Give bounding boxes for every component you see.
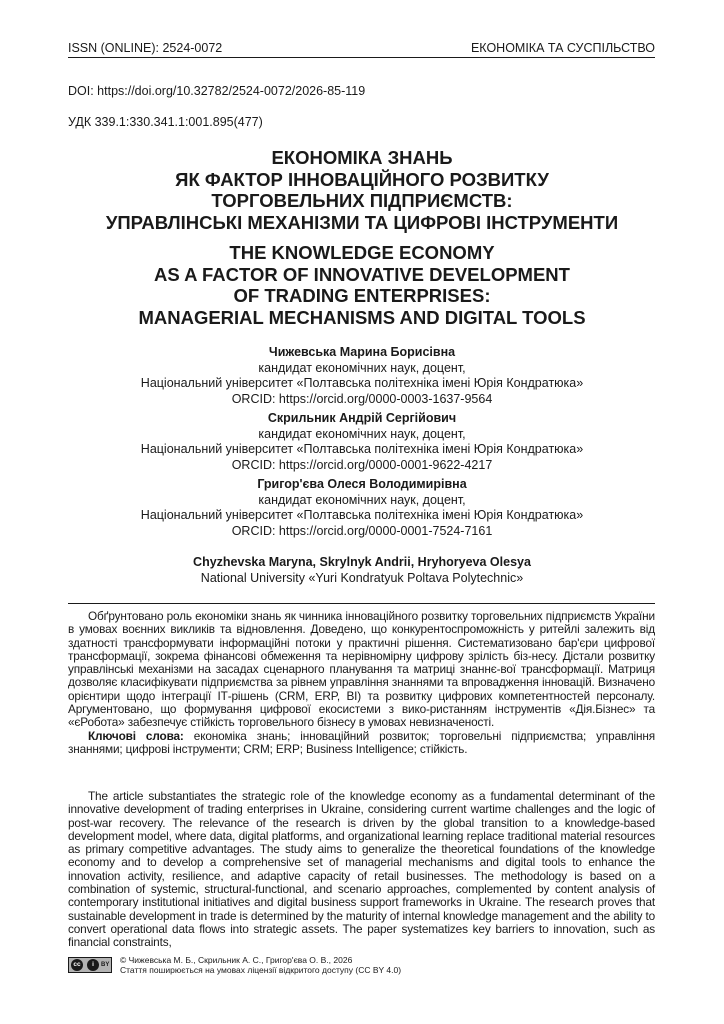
title-english: [40, 242, 684, 328]
author-degree: кандидат економічних наук, доцент,: [258, 360, 466, 375]
cc-by-license-icon[interactable]: [68, 957, 112, 973]
author-affiliation: Національний університет «Полтавська політехніка імені Юрія Кондратюка»: [140, 376, 584, 390]
running-header: [68, 40, 655, 58]
title-en-line: MANAGERIAL MECHANISMS AND DIGITAL TOOLS: [138, 306, 586, 328]
author-block: [40, 411, 684, 473]
abstract-en-text: The article substantiates the strategic role of the knowledge economy as a fundamental determinant of the innovative development of trading enterprises in Ukraine, considering current wartime challenges and the logic of post-war recovery. The relevance of the research is driven by the global transition to a knowledge-based development model, where data, digital platforms, and organizational learning replace traditional material resources as primary competitive advantages. The study aims to generalize the theoretical foundations of the knowledge economy and to develop a comprehensive set of managerial mechanisms and digital tools to enhance the innovation activity, resilience, and adaptive capacity of retail businesses. The methodology is based on a combination of systemic, structural-functional, and scenario approaches, complemented by content analysis of contemporary institutional initiatives and digital business support frameworks in Ukraine. The research proves that sustainable development in trade is determined by the maturity of internal knowledge management and the ability to convert operational data flows into strategic assets. The paper systematizes key barriers to innovation, such as financial constraints,: [68, 789, 655, 950]
author-degree: кандидат економічних наук, доцент,: [258, 492, 466, 507]
title-en-line: THE KNOWLEDGE ECONOMY: [229, 242, 495, 263]
title-ukrainian: [40, 147, 684, 233]
author-degree: кандидат економічних наук, доцент,: [258, 426, 466, 441]
footer-text: [120, 955, 401, 975]
title-en-line: AS A FACTOR OF INNOVATIVE DEVELOPMENT: [154, 263, 570, 285]
author-block: [40, 345, 684, 407]
author-orcid[interactable]: ORCID: https://orcid.org/0000-0001-9622-4217: [231, 457, 493, 472]
keywords-label: Ключові слова:: [88, 728, 184, 743]
author-name: Скрильник Андрій Сергійович: [267, 411, 457, 425]
title-uk-line: ЯК ФАКТОР ІННОВАЦІЙНОГО РОЗВИТКУ: [175, 168, 549, 190]
title-uk-line: ЕКОНОМІКА ЗНАНЬ: [271, 147, 453, 168]
author-list-english: [40, 555, 684, 586]
abstract-uk-text: Обґрунтовано роль економіки знань як чинника інноваційного розвитку торговельних підприємств України в умовах воєнних викликів та відновлення. Доведено, що конкурентоспроможність у ритейлі залежить від здатності трансформувати інформаційні потоки у практичні рішення. Систематизовано бар'єри цифрової трансформації, зокрема фінансові обмеження та нерівномірну цифрову зрілість біз-несу. Дістали розвитку управлінські механізми на засадах сценарного планування та матриці знаннє-вої трансформації. Матриця дозволяє класифікувати підприємства за рівнем управління знаннями та впровадження інновацій. Визначено орієнтири щодо інтеграції ІТ-рішень (CRM, ERP, BI) та розвитку цифрових компетентностей персоналу. Аргументовано, що формування цифрової екосистеми з вико-ристанням інструментів «Дія.Бізнес» та «єРобота» забезпечує стійкість торговельного бізнесу в умовах невизначеності.: [68, 609, 655, 730]
abstract-ukrainian: [68, 610, 655, 756]
author-orcid[interactable]: ORCID: https://orcid.org/0000-0003-1637-9564: [231, 391, 493, 406]
keywords-text: економіка знань; інноваційний розвиток; торговельні підприємства; управління знаннями; цифрові інструменти; CRM; ERP; Business Intelligence; стійкість.: [68, 728, 655, 756]
journal-name: ЕКОНОМІКА ТА СУСПІЛЬСТВО: [470, 41, 655, 55]
author-affiliation: Національний університет «Полтавська політехніка імені Юрія Кондратюка»: [140, 442, 584, 456]
license-footer: [68, 955, 655, 977]
keywords-uk: [68, 730, 655, 757]
author-orcid[interactable]: ORCID: https://orcid.org/0000-0001-7524-7161: [231, 523, 493, 538]
doi-line[interactable]: DOI: https://doi.org/10.32782/2524-0072/2026-85-119: [68, 84, 366, 98]
abstract-english: [68, 790, 655, 950]
license-line: Стаття поширюється на умовах ліцензії відкритого доступу (CC BY 4.0): [120, 965, 402, 975]
udc-line: УДК 339.1:330.341.1:001.895(477): [68, 115, 263, 129]
by-icon: i: [87, 959, 99, 971]
author-name: Григор'єва Олеся Володимирівна: [257, 477, 467, 491]
author-affiliation: Національний університет «Полтавська політехніка імені Юрія Кондратюка»: [140, 508, 584, 522]
institution-en: National University «Yuri Kondratyuk Poltava Polytechnic»: [200, 570, 524, 585]
section-divider: [68, 603, 655, 604]
author-block: [40, 477, 684, 539]
author-list: [40, 345, 684, 543]
author-names-en: Chyzhevska Maryna, Skrylnyk Andrii, Hryhoryeva Olesya: [193, 555, 531, 569]
title-en-line: OF TRADING ENTERPRISES:: [233, 285, 491, 306]
by-label-icon: BY: [101, 962, 110, 968]
author-name: Чижевська Марина Борисівна: [268, 345, 456, 359]
title-uk-line: ТОРГОВЕЛЬНИХ ПІДПРИЄМСТВ:: [211, 190, 513, 211]
cc-icon: cc: [71, 959, 83, 971]
copyright-line: © Чижевська М. Б., Скрильник А. С., Григор'єва О. В., 2026: [120, 955, 353, 965]
issn-label: ISSN (ONLINE): 2524-0072: [68, 41, 223, 55]
title-uk-line: УПРАВЛІНСЬКІ МЕХАНІЗМИ ТА ЦИФРОВІ ІНСТРУМЕНТИ: [105, 211, 619, 233]
